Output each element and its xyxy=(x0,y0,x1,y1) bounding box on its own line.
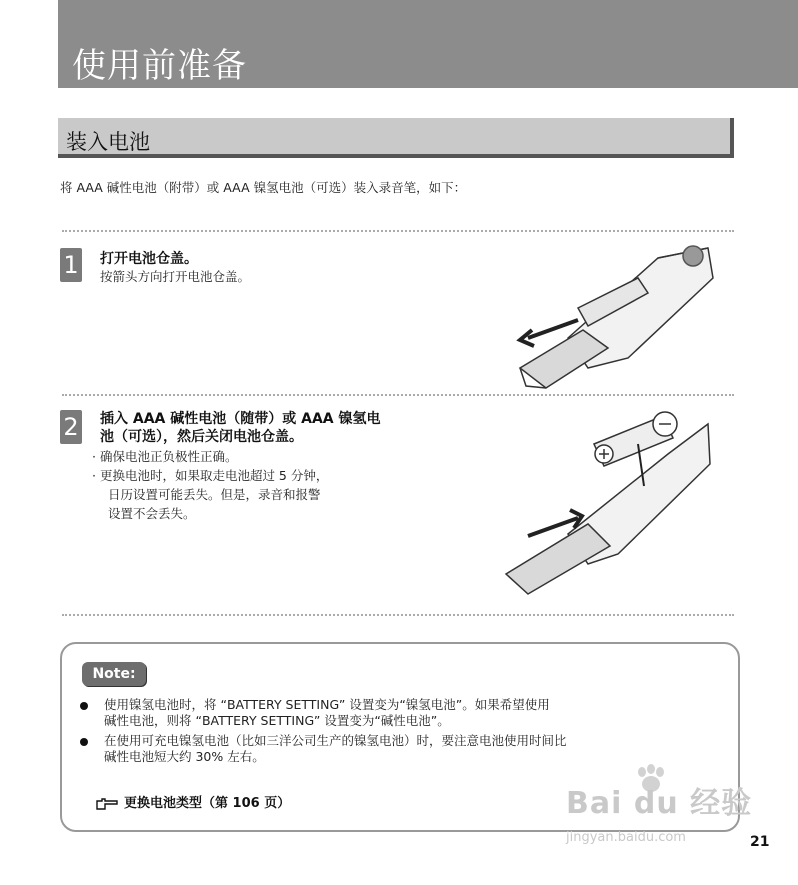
note-item-2 xyxy=(104,733,724,765)
page-number: 21 xyxy=(750,834,770,850)
step-2-bullet-2-cont: 设置不会丢失。 xyxy=(108,506,196,521)
watermark-url: jingyan.baidu.com xyxy=(566,830,686,845)
bullet-dot xyxy=(80,738,88,746)
divider xyxy=(62,614,734,616)
note-item-1-line-2: 碱性电池，则将 “BATTERY SETTING” 设置变为“碱性电池”。 xyxy=(104,713,450,728)
intro-text: 将 AAA 碱性电池（附带）或 AAA 镍氢电池（可选）装入录音笔，如下： xyxy=(60,180,467,195)
note-item-1 xyxy=(104,697,724,729)
step-number-2: 2 xyxy=(60,410,82,444)
section-title: 装入电池 xyxy=(66,130,150,154)
page-title: 使用前准备 xyxy=(72,46,247,86)
step-number-1: 1 xyxy=(60,248,82,282)
step-1-title: 打开电池仓盖。 xyxy=(100,251,198,267)
page-reference-text: 更换电池类型（第 106 页） xyxy=(124,796,291,811)
note-item-1-line-1: 使用镍氢电池时，将 “BATTERY SETTING” 设置变为“镍氢电池”。如果希望使用 xyxy=(104,697,550,712)
open-battery-cover-illustration xyxy=(508,238,720,394)
bullet-dot xyxy=(80,702,88,710)
step-2-title-line-2: 池（可选），然后关闭电池仓盖。 xyxy=(100,429,303,445)
step-2-bullet-1: · 确保电池正负极性正确。 xyxy=(92,449,238,464)
pointing-hand-icon xyxy=(96,798,118,810)
divider xyxy=(62,394,734,396)
title-bar xyxy=(58,0,798,88)
note-item-2-line-1: 在使用可充电镍氢电池（比如三洋公司生产的镍氢电池）时，要注意电池使用时间比 xyxy=(104,733,567,748)
note-badge: Note: xyxy=(82,662,146,686)
page-reference-link[interactable] xyxy=(96,792,290,811)
step-1-text: 按箭头方向打开电池仓盖。 xyxy=(100,269,251,284)
insert-battery-illustration xyxy=(498,404,718,600)
note-item-2-line-2: 碱性电池短大约 30% 左右。 xyxy=(104,749,265,764)
step-2-bullet-2-cont: 日历设置可能丢失。但是，录音和报警 xyxy=(108,487,321,502)
step-2-bullet-2: · 更换电池时，如果取走电池超过 5 分钟， xyxy=(92,468,329,483)
step-2-title-line-1: 插入 AAA 碱性电池（随带）或 AAA 镍氢电 xyxy=(100,411,381,427)
section-header xyxy=(58,118,734,158)
divider xyxy=(62,230,734,232)
watermark-main: Bai du 经验 xyxy=(566,786,753,821)
